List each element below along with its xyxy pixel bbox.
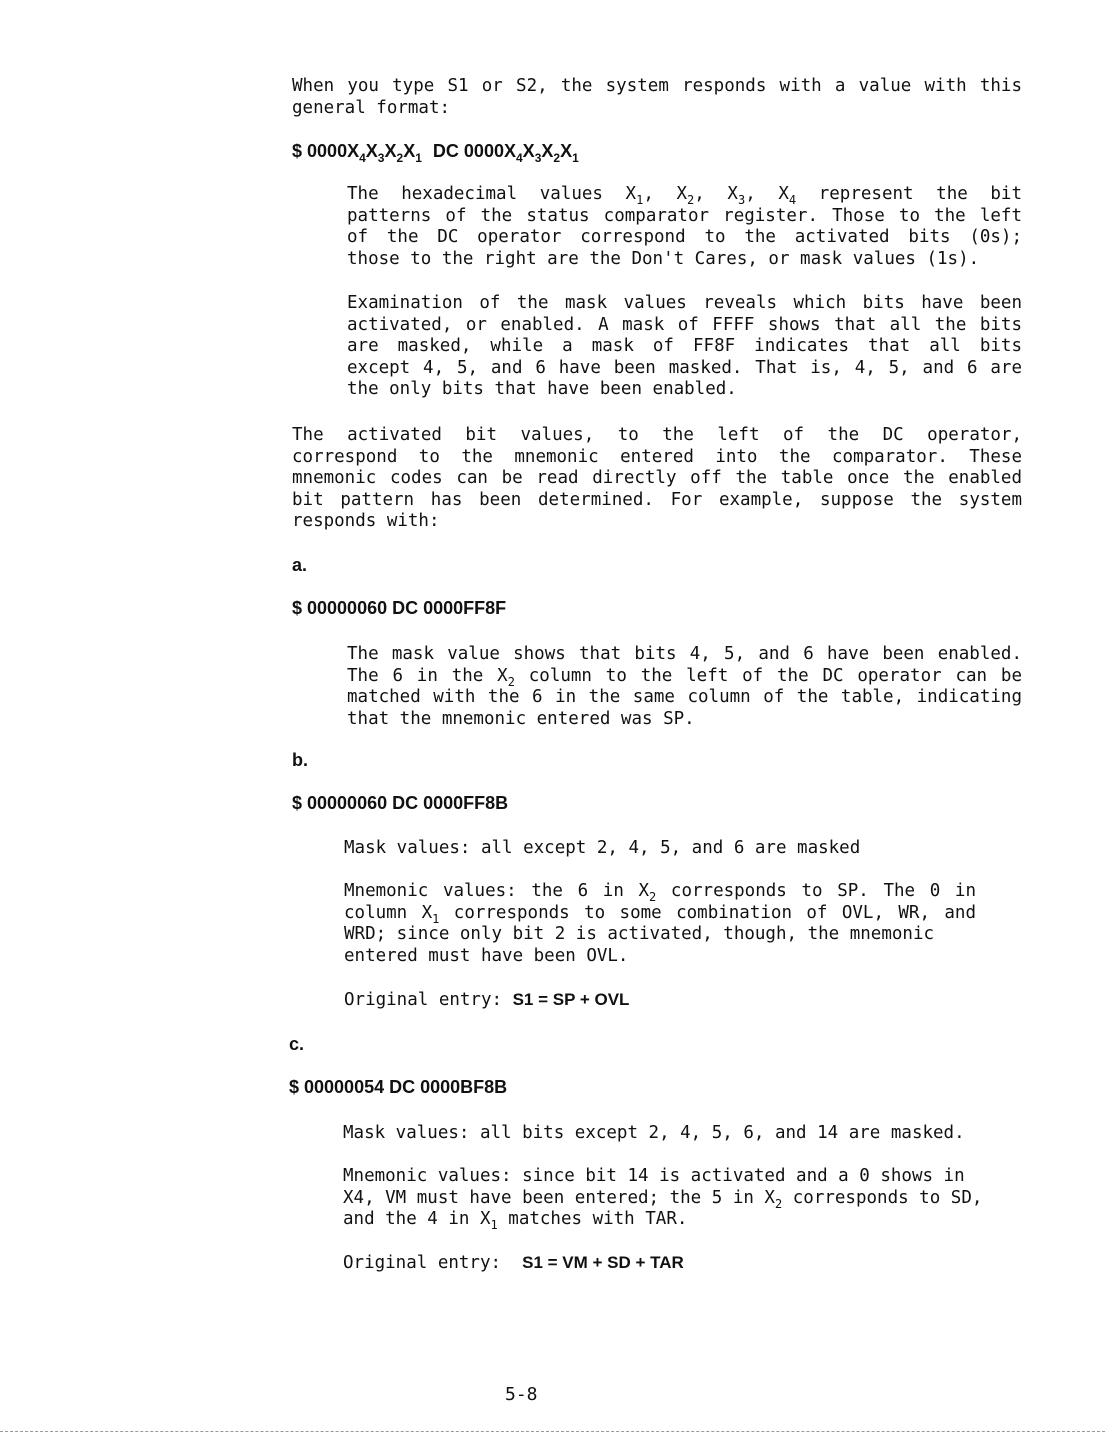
- example-b-label: b.: [292, 750, 308, 770]
- format-line: $ $0000X_4X_3X_2X_1$ DC $0000X_4X_3X_2X_1$: [292, 141, 579, 165]
- example-c-line: and the 4 in $X_1$ matches with TAR.: [343, 1209, 688, 1232]
- example-c-original-entry: Original entry: S1 = VM + SD + TAR: [343, 1253, 684, 1273]
- example-b-line: column $X_1$ corresponds to some combination of OVL, WR, and: [344, 902, 976, 926]
- page-number: 5-8: [505, 1384, 538, 1405]
- exam-line: are masked, while a mask of FF8F indicates that all bits: [347, 336, 1022, 356]
- example-b-mask: Mask values: all except 2, 4, 5, and 6 are masked: [344, 838, 861, 858]
- hex-line-2: patterns of the status comparator register. Those to the left: [347, 205, 1022, 226]
- exam-line: Examination of the mask values reveals which bits have been: [347, 293, 1022, 313]
- exam-line: activated, or enabled. A mask of FFFF shows that all the bits: [347, 314, 1022, 335]
- hex-line-3: of the DC operator correspond to the activated bits (0s);: [347, 227, 1022, 247]
- example-a-line: The 6 in the $X_2$ column to the left of the DC operator can be: [347, 665, 1022, 689]
- example-c-line: X4, VM must have been entered; the 5 in $X_2$ corresponds to SD,: [343, 1187, 983, 1211]
- example-b-line: WRD; since only bit 2 is activated, though, the mnemonic: [344, 924, 935, 944]
- example-a-label: a.: [292, 555, 308, 575]
- example-c-line: Mnemonic values: since bit 14 is activated and a 0 shows in: [343, 1166, 965, 1186]
- examination-paragraph: [347, 293, 1022, 401]
- intro-line: general format:: [292, 97, 451, 118]
- example-a-paragraph: [347, 644, 1022, 730]
- hex-values-paragraph: [347, 184, 1022, 270]
- hex-line-1: The hexadecimal values $X_1$, $X_2$, $X_3$, $X_4$ represent the bit: [347, 184, 1022, 207]
- intro-paragraph: [292, 76, 1022, 119]
- example-c-mask: Mask values: all bits except 2, 4, 5, 6, and 14 are masked.: [343, 1123, 965, 1143]
- exam-line: the only bits that have been enabled.: [347, 379, 737, 399]
- hex-line-4: those to the right are the Don't Cares, or mask values (1s).: [347, 248, 980, 269]
- example-b-mnemonic: [344, 881, 976, 967]
- activated-line: correspond to the mnemonic entered into the comparator. These: [292, 446, 1022, 467]
- example-a-code: $ 00000060 DC 0000FF8F: [292, 598, 507, 618]
- example-b-line: entered must have been OVL.: [344, 945, 629, 966]
- example-a-line: matched with the 6 in the same column of the table, indicating: [347, 687, 1022, 707]
- scan-edge-rule: [0, 1431, 1105, 1432]
- example-c-mnemonic: [343, 1166, 1005, 1231]
- example-c-code: $ 00000054 DC 0000BF8B: [289, 1077, 508, 1097]
- activated-paragraph: [292, 425, 1022, 533]
- intro-line: When you type S1 or S2, the system responds with a value with this: [292, 76, 1022, 96]
- activated-line: bit pattern has been determined. For example, suppose the system: [292, 489, 1022, 510]
- example-b-code: $ 00000060 DC 0000FF8B: [292, 793, 509, 813]
- exam-line: except 4, 5, and 6 have been masked. That is, 4, 5, and 6 are: [347, 357, 1022, 378]
- example-a-line: that the mnemonic entered was SP.: [347, 708, 695, 729]
- activated-line: The activated bit values, to the left of the DC operator,: [292, 425, 1022, 445]
- activated-line: responds with:: [292, 511, 440, 531]
- example-c-label: c.: [289, 1034, 305, 1054]
- example-a-line: The mask value shows that bits 4, 5, and 6 have been enabled.: [347, 644, 1022, 664]
- example-b-original-entry: Original entry: S1 = SP + OVL: [344, 990, 630, 1010]
- example-b-line: Mnemonic values: the 6 in $X_2$ corresponds to SP. The 0 in: [344, 881, 976, 904]
- activated-line: mnemonic codes can be read directly off the table once the enabled: [292, 468, 1022, 488]
